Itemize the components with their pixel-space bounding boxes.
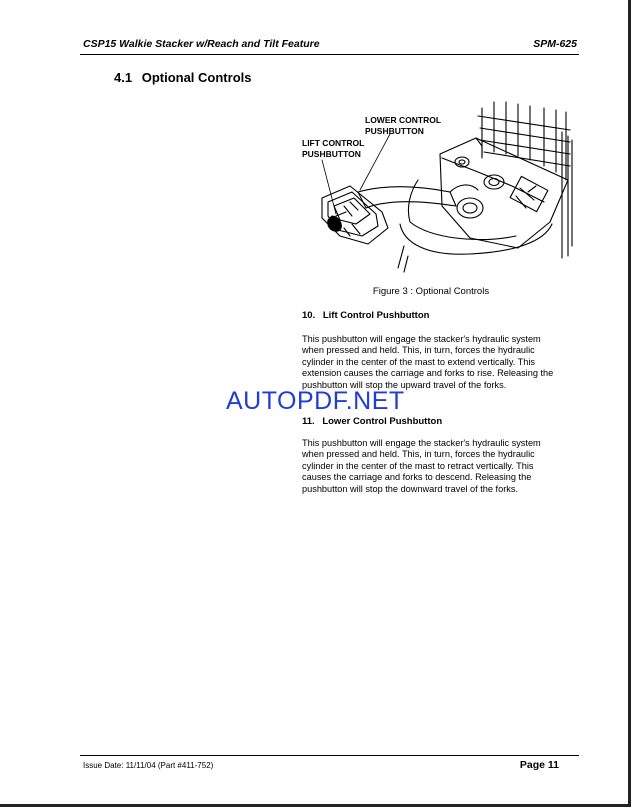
callout-lift-line2: PUSHBUTTON [302,148,361,159]
callout-lift-line1: LIFT CONTROL [302,138,365,148]
issue-date: Issue Date: 11/11/04 (Part #411-752) [83,761,214,770]
item-10-number: 10. [302,310,316,321]
watermark: AUTOPDF.NET [226,387,405,415]
footer-rule [80,755,579,756]
item-11-title: Lower Control Pushbutton [322,416,443,427]
item-11-heading [302,416,442,427]
section-number: 4.1 [114,70,133,85]
section-title: Optional Controls [141,70,252,85]
callout-lower-line2: PUSHBUTTON [365,125,424,136]
item-11-text: This pushbutton will engage the stacker's hydraulic system when pressed and held. This, in turn, forces the hydraulic cylinder in the center of the mast to retract vertically. This causes the carriage and forks to descend. Releasing the pushbutton will stop the downward travel of the forks. [302,438,541,494]
item-10-title: Lift Control Pushbutton [322,310,430,321]
callout-leader-lift [322,160,336,214]
item-11-number: 11. [302,416,315,427]
callout-lift-control [302,138,392,159]
header-title: CSP15 Walkie Stacker w/Reach and Tilt Feature [83,38,320,50]
figure-caption: Figure 3 : Optional Controls [372,286,490,297]
header-rule [80,54,579,55]
mast-frame [482,102,566,180]
page-header [83,38,577,50]
item-10-heading [302,310,429,321]
section-heading [114,70,251,85]
page-number: Page 11 [519,759,559,771]
item-10-text: This pushbutton will engage the stacker's hydraulic system when pressed and held. This, in turn, forces the hydraulic cylinder in the center of the mast to extend vertically. This extension causes the carriage and forks to rise. Releasing the pushbutton will stop the upward travel of the forks. [302,334,554,390]
callout-lower-line1: LOWER CONTROL [365,115,442,125]
header-doc-code: SPM-625 [533,38,577,50]
control-panel [440,138,568,248]
callout-lower-control [365,115,455,136]
page-footer [83,759,559,771]
